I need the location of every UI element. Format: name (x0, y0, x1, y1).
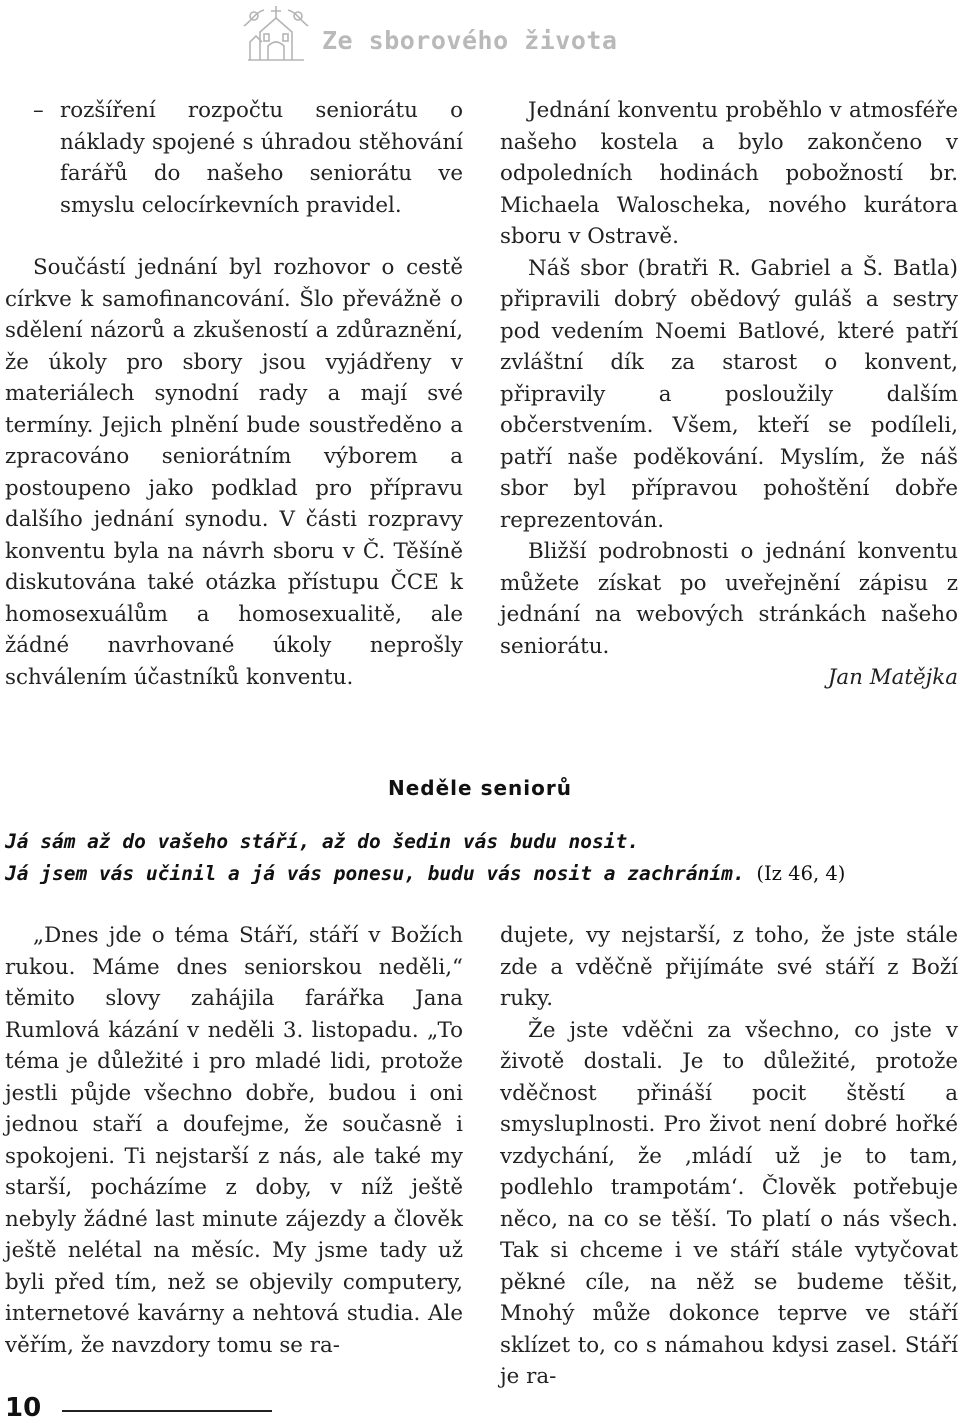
page-header (0, 0, 960, 80)
list-item (5, 95, 463, 221)
motto-line (5, 858, 955, 890)
dash-bullet-icon: – (33, 98, 44, 123)
paragraph: „Dnes jde o téma Stáří, stáří v Božích rukou. Máme dnes seniorskou neděli,“ těmito slovy zahájila farářka Jana Rumlová kázání v neděli 3. listopadu. „To téma je důležité i pro mladé lidi, protože jestli půjde všechno dobře, budou i oni jednou staří a doufejme, že současně i spokojeni. Ti nejstarší z nás, ale také my starší, pocházíme z doby, v níž ještě nebyly žádné last minute zájezdy a člověk ještě nelétal na měsíc. My jsme tady už byli před tím, než se objevily computery, internetové kavárny a nehtová studia. Ale věřím, že navzdory tomu se ra- (5, 923, 463, 1358)
paragraph: Součástí jednání byl rozhovor o cestě církve k samofinancování. Šlo převážně o sdělení názorů a zkušeností a zdůraznění, že úkoly pro sbory jsou vyjádřeny v materiálech synodní rady a mají své termíny. Jejich plnění bude soustředěno a zpracováno seniorátním výborem a postoupeno jako podklad pro přípravu dalšího jednání synodu. V části rozpravy konventu byla na návrh sboru v Č. Těšíně diskutována také otázka přístupu ČCE k homosexuálům a homosexualitě, ale žádné navrhované úkoly neprošly schválením účastníků konventu. (5, 255, 463, 690)
top-left-column (5, 95, 463, 693)
section-title: Neděle seniorů (388, 776, 572, 800)
paragraph: dujete, vy nejstarší, z toho, že jste stále zde a vděčně přijímáte své stáří z Boží ruky. (500, 923, 958, 1011)
church-logo-icon (242, 2, 310, 62)
bottom-right-column (500, 920, 958, 1393)
paragraph: Náš sbor (bratři R. Gabriel a Š. Batla) připravili dobrý obědový guláš a sestry pod vedením Noemi Batlové, které patří zvláštní dík za starost o konvent, připravily a posloužily dalším občerstvením. Všem, kteří se podíleli, patří naše poděkování. Myslím, že náš sbor byl přípravou pohoštění dobře reprezentován. (500, 255, 958, 533)
bible-motto (5, 826, 955, 890)
top-right-column (500, 95, 958, 694)
paragraph: Že jste vděčni za všechno, co jste v životě dostali. Je to důležité, protože vděčnost přináší pocit štěstí a smysluplnosti. Pro život není dobré hořké vzdychání, že ‚mládí už je to tam, podlehlo trampotám‘. Člověk potřebuje něco, na co se těší. To platí o nás všech. Tak si chceme i ve stáří stále vytyčovat pěkné cíle, na něž se budeme těšit, Mnohý může dokonce teprve ve stáří sklízet to, co s námahou kdysi zasel. Stáří je ra- (500, 1017, 958, 1389)
author-signature: Jan Matějka (827, 665, 958, 690)
footer-rule (62, 1410, 272, 1412)
paragraph: Bližší podrobnosti o jednání konventu můžete získat po uveřejnění zápisu z jednání na webových stránkách našeho seniorátu. (500, 539, 958, 659)
list-item-text: rozšíření rozpočtu seniorátu o náklady spojené s úhradou stěhování farářů do našeho seniorátu ve smyslu celocírkevních pravidel. (60, 98, 463, 218)
page-number: 10 (5, 1393, 42, 1423)
bottom-left-column (5, 920, 463, 1361)
section-header-title: Ze sborového života (322, 26, 618, 55)
bible-reference: (Iz 46, 4) (756, 862, 846, 885)
motto-line: Já sám až do vašeho stáří, až do šedin vás budu nosit. (5, 830, 639, 853)
motto-line-text: Já jsem vás učinil a já vás ponesu, budu vás nosit a zachráním. (5, 862, 745, 885)
paragraph: Jednání konventu proběhlo v atmosféře našeho kostela a bylo zakončeno v odpoledních hodinách pobožností br. Michaela Waloscheka, nového kurátora sboru v Ostravě. (500, 98, 958, 249)
